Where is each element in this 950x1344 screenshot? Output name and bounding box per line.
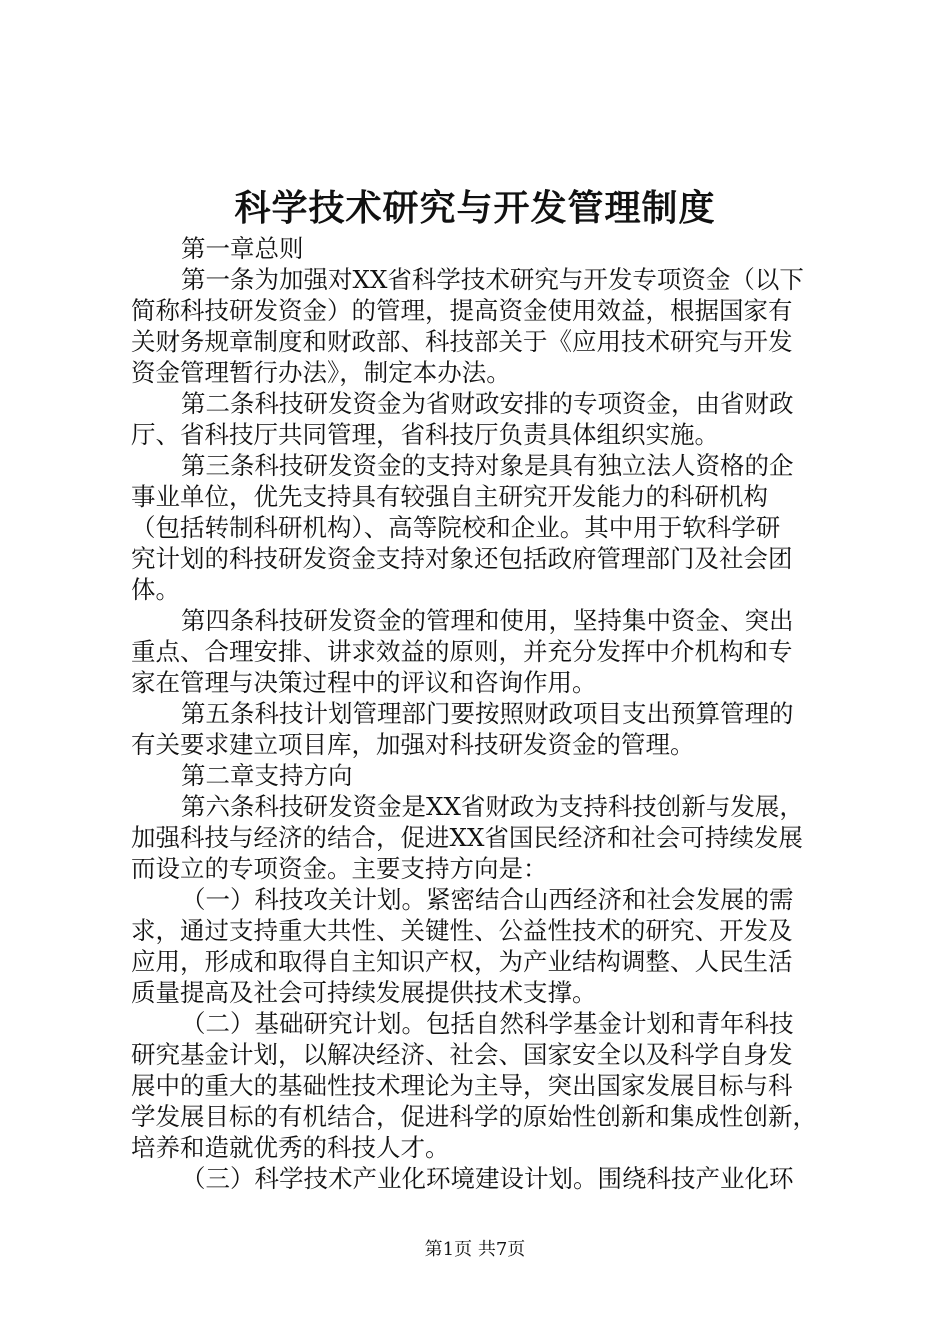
paragraph-line: 第三条科技研发资金的支持对象是具有独立法人资格的企 <box>181 451 794 480</box>
paragraph-line: 第五条科技计划管理部门要按照财政项目支出预算管理的 <box>181 699 794 728</box>
paragraph-line: （一）科技攻关计划。紧密结合山西经济和社会发展的需 <box>181 885 794 914</box>
paragraph-line: （三）科学技术产业化环境建设计划。围绕科技产业化环 <box>181 1164 794 1193</box>
paragraph-line: 家在管理与决策过程中的评议和咨询作用。 <box>131 668 597 697</box>
paragraph-line: 第四条科技研发资金的管理和使用，坚持集中资金、突出 <box>181 606 794 635</box>
paragraph-line: 体。 <box>131 575 180 604</box>
paragraph-line: 第二条科技研发资金为省财政安排的专项资金，由省财政 <box>181 389 794 418</box>
paragraph-line: 有关要求建立项目库，加强对科技研发资金的管理。 <box>131 730 695 759</box>
paragraph-line: 研究基金计划，以解决经济、社会、国家安全以及科学自身发 <box>131 1040 793 1069</box>
paragraph-line: 第一条为加强对XX省科学技术研究与开发专项资金（以下 <box>181 265 804 294</box>
paragraph-line: 简称科技研发资金）的管理，提高资金使用效益，根据国家有 <box>131 296 793 325</box>
paragraph-line: 展中的重大的基础性技术理论为主导，突出国家发展目标与科 <box>131 1071 793 1100</box>
paragraph-line: 重点、合理安排、讲求效益的原则，并充分发挥中介机构和专 <box>131 637 793 666</box>
chapter-heading: 第二章支持方向 <box>181 761 353 790</box>
paragraph-line: 加强科技与经济的结合，促进XX省国民经济和社会可持续发展 <box>131 823 803 852</box>
paragraph-line: 资金管理暂行办法》，制定本办法。 <box>131 358 511 387</box>
paragraph-line: （包括转制科研机构）、高等院校和企业。其中用于软科学研 <box>131 513 781 542</box>
paragraph-line: （二）基础研究计划。包括自然科学基金计划和青年科技 <box>181 1009 794 1038</box>
paragraph-line: 究计划的科技研发资金支持对象还包括政府管理部门及社会团 <box>131 544 793 573</box>
paragraph-line: 求，通过支持重大共性、关键性、公益性技术的研究、开发及 <box>131 916 793 945</box>
chapter-heading: 第一章总则 <box>181 234 304 263</box>
paragraph-line: 应用，形成和取得自主知识产权，为产业结构调整、人民生活 <box>131 947 793 976</box>
paragraph-line: 而设立的专项资金。主要支持方向是： <box>131 854 548 883</box>
paragraph-line: 事业单位，优先支持具有较强自主研究开发能力的科研机构 <box>131 482 768 511</box>
paragraph-line: 质量提高及社会可持续发展提供技术支撑。 <box>131 978 597 1007</box>
paragraph-line: 学发展目标的有机结合，促进科学的原始性创新和集成性创新， <box>131 1102 817 1131</box>
paragraph-line: 培养和造就优秀的科技人才。 <box>131 1133 450 1162</box>
paragraph-line: 关财务规章制度和财政部、科技部关于《应用技术研究与开发 <box>131 327 793 356</box>
paragraph-line: 第六条科技研发资金是XX省财政为支持科技创新与发展， <box>181 792 804 821</box>
page-footer: 第1页 共7页 <box>424 1239 526 1260</box>
page-title: 科学技术研究与开发管理制度 <box>234 187 716 229</box>
paragraph-line: 厅、省科技厅共同管理，省科技厅负责具体组织实施。 <box>131 420 719 449</box>
